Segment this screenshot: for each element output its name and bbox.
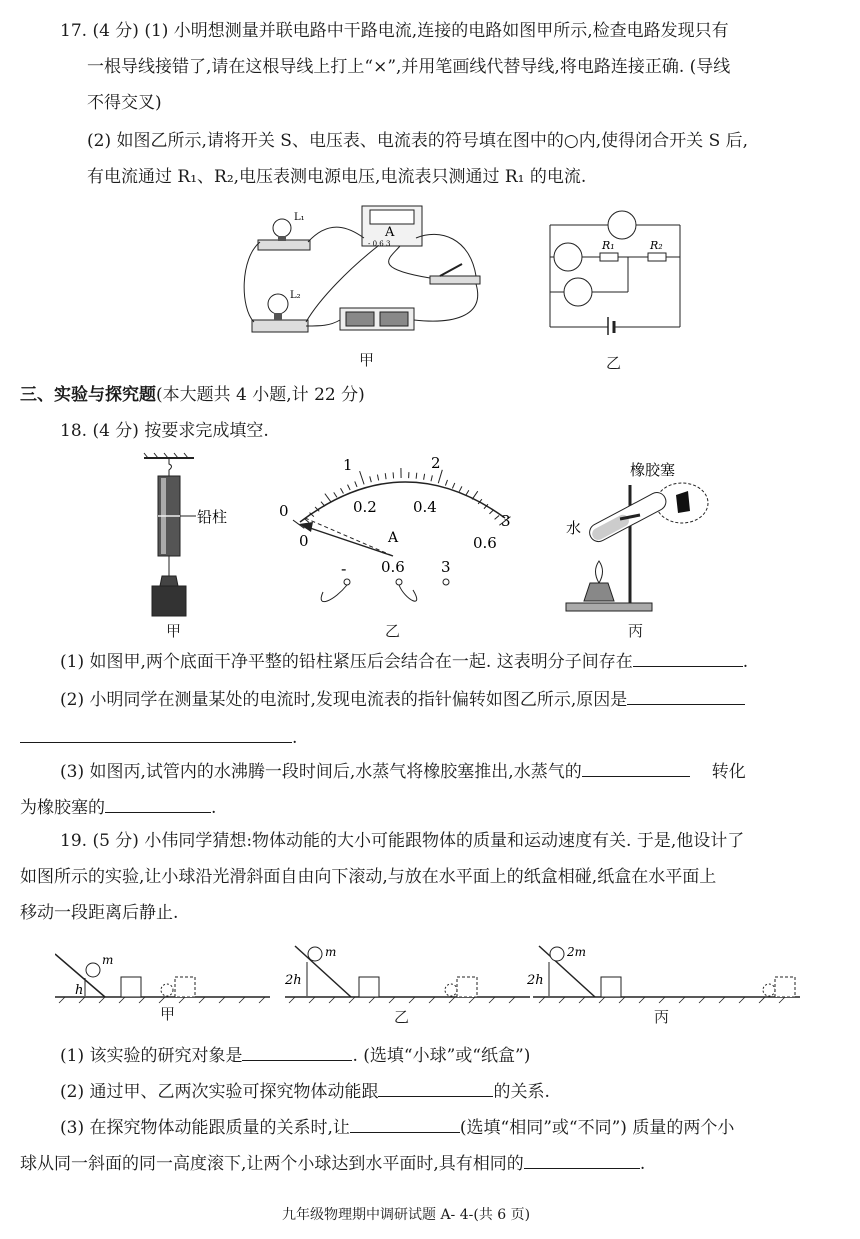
q19-p1a: (1) 该实验的研究对象是 xyxy=(60,1046,243,1066)
q19-p3-end: . xyxy=(639,1154,646,1174)
stopper-label: 橡胶塞 xyxy=(630,461,676,479)
ramp-c-height: 2h xyxy=(527,973,544,988)
meter-scale: - 0.6 3 xyxy=(368,240,391,248)
q17-caption-a: 甲 xyxy=(359,351,375,369)
q18-p3 xyxy=(60,758,746,785)
q18-caption-b: 乙 xyxy=(385,622,401,640)
q18-p1-end: . xyxy=(742,652,749,672)
ramp-a xyxy=(55,953,270,1003)
section-title: 三、实验与探究题 xyxy=(20,385,156,405)
section-note: (本大题共 4 小题,计 22 分) xyxy=(156,385,365,405)
dial-tick xyxy=(321,502,325,507)
water-label: 水 xyxy=(566,519,582,537)
page-footer: 九年级物理期中调研试题 A- 4-(共 6 页) xyxy=(282,1207,531,1223)
q19-p3b: (选填“相同”或“不同”) 质量的两个小 xyxy=(459,1118,735,1138)
ramp-b-height: 2h xyxy=(285,973,302,988)
q19-p2b: 的关系. xyxy=(493,1082,550,1102)
q19-caption-a: 甲 xyxy=(160,1005,176,1023)
dial-tick xyxy=(472,491,478,499)
q18-line1: 18. (4 分) 按要求完成填空. xyxy=(60,421,269,441)
dial-tick xyxy=(348,485,351,490)
meter-label: A xyxy=(385,225,395,240)
dial-tick xyxy=(355,481,357,487)
q19-p2 xyxy=(60,1078,550,1105)
dial-tick xyxy=(431,475,432,481)
scale-bottom-02: 0.2 xyxy=(353,498,377,516)
q18-blank-3a[interactable] xyxy=(582,758,690,777)
dial-tick xyxy=(445,480,447,486)
r1-label: R₁ xyxy=(602,239,615,252)
terminal-06: 0.6 xyxy=(381,558,405,576)
q18-blank-2b[interactable] xyxy=(20,724,292,743)
q17-figure-b-schematic xyxy=(540,205,690,335)
q18-caption-a: 甲 xyxy=(166,622,182,640)
q18-blank-1[interactable] xyxy=(633,648,743,667)
dial-tick xyxy=(325,494,331,502)
q18-p3-cont xyxy=(20,794,216,821)
ramp-c-mass: 2m xyxy=(567,945,587,959)
q17-line2: 一根导线接错了,请在这根导线上打上“×”,并用笔画线代替导线,将电路连接正确. (导线 xyxy=(87,57,731,77)
dial-tick xyxy=(385,473,386,479)
dial-tick xyxy=(452,483,454,488)
q19-p1 xyxy=(60,1042,530,1069)
q19-p3 xyxy=(60,1114,734,1141)
scale-bottom-04: 0.4 xyxy=(413,498,437,516)
dial-tick xyxy=(489,510,493,514)
dial-tick xyxy=(416,473,417,479)
q19-caption-c: 丙 xyxy=(654,1008,670,1026)
dial-tick xyxy=(466,490,469,495)
ramp-a-height: h xyxy=(75,983,84,998)
q19-p3-cont xyxy=(20,1150,645,1177)
ramp-c xyxy=(526,945,800,1003)
q19-line1: 19. (5 分) 小伟同学猜想:物体动能的大小可能跟物体的质量和运动速度有关. 于是,他设计了 xyxy=(60,831,745,851)
q19-blank-2[interactable] xyxy=(378,1078,493,1097)
q17-line4: (2) 如图乙所示,请将开关 S、电压表、电流表的符号填在图中的○内,使得闭合开关 S 后, xyxy=(87,131,749,151)
q18-p2-end: . xyxy=(292,728,298,748)
q18-figure-a-lead-cylinders xyxy=(140,452,250,622)
q17-figure-a-circuit xyxy=(240,198,500,343)
dial-tick xyxy=(495,515,500,519)
q18-p3-end: . xyxy=(211,798,217,818)
ramp-b xyxy=(284,945,530,1003)
l2-label: L₂ xyxy=(290,290,301,301)
ramp-b-mass: m xyxy=(325,945,337,959)
dial-tick xyxy=(360,471,364,484)
q19-p3c: 球从同一斜面的同一高度滚下,让两个小球达到水平面时,具有相同的 xyxy=(20,1154,524,1174)
terminal-negative: - xyxy=(341,559,347,578)
scale-top-1: 1 xyxy=(343,456,353,474)
section-heading xyxy=(20,382,365,408)
scale-top-2: 2 xyxy=(431,454,441,472)
q19-line2: 如图所示的实验,让小球沿光滑斜面自由向下滚动,与放在水平面上的纸盒相碰,纸盒在水平面上 xyxy=(20,867,717,887)
q19-p3a: (3) 在探究物体动能跟质量的关系时,让 xyxy=(60,1118,350,1138)
q18-figure-c-test-tube xyxy=(560,455,730,620)
q17-line3: 不得交叉) xyxy=(87,93,162,113)
q19-blank-3a[interactable] xyxy=(350,1114,460,1133)
q18-blank-2a[interactable] xyxy=(627,686,745,705)
q18-p1 xyxy=(60,648,748,675)
dial-tick xyxy=(334,492,337,497)
q18-p2-text: (2) 小明同学在测量某处的电流时,发现电流表的指针偏转如图乙所示,原因是 xyxy=(60,690,628,710)
q18-p2 xyxy=(60,686,745,713)
q18-p3a: (3) 如图丙,试管内的水沸腾一段时间后,水蒸气将橡胶塞推出,水蒸气的 xyxy=(60,762,582,782)
q18-blank-3b[interactable] xyxy=(105,794,211,813)
q17-line5: 有电流通过 R₁、R₂,电压表测电源电压,电流表只测通过 R₁ 的电流. xyxy=(87,167,587,187)
ramp-a-mass: m xyxy=(102,953,114,967)
q18-caption-c: 丙 xyxy=(628,622,644,640)
q19-caption-b: 乙 xyxy=(394,1008,410,1026)
dial-tick xyxy=(377,475,378,481)
q18-p1-text: (1) 如图甲,两个底面干净平整的铅柱紧压后会结合在一起. 这表明分子间存在 xyxy=(60,652,633,672)
q18-figure-b-ammeter xyxy=(275,450,535,620)
q19-p2a: (2) 通过甲、乙两次实验可探究物体动能跟 xyxy=(60,1082,379,1102)
q19-blank-3b[interactable] xyxy=(524,1150,640,1169)
q19-p1b: . (选填“小球”或“纸盒”) xyxy=(352,1046,531,1066)
terminal-3: 3 xyxy=(441,558,451,576)
q19-blank-1[interactable] xyxy=(242,1042,352,1061)
lead-label: 铅柱 xyxy=(197,508,228,526)
q18-p3c: 为橡胶塞的 xyxy=(20,798,105,818)
q17-caption-b: 乙 xyxy=(606,354,622,372)
r2-label: R₂ xyxy=(650,239,663,252)
ammeter-unit: A xyxy=(388,530,399,546)
scale-top-3: 3 xyxy=(501,512,511,530)
q18-p3b: 转化 xyxy=(711,762,746,782)
dial-tick xyxy=(459,486,462,491)
dial-tick xyxy=(370,476,372,482)
dial-tick xyxy=(424,474,425,480)
q18-p2-cont xyxy=(20,724,297,751)
scale-bottom-0: 0 xyxy=(299,532,309,550)
q19-line3: 移动一段距离后静止. xyxy=(20,903,179,923)
scale-top-0: 0 xyxy=(279,502,289,520)
q17-line1: 17. (4 分) (1) 小明想测量并联电路中干路电流,连接的电路如图甲所示,检查电路发现只有 xyxy=(60,21,729,41)
scale-bottom-06: 0.6 xyxy=(473,534,497,552)
dial-tick xyxy=(341,488,344,493)
l1-label: L₁ xyxy=(294,212,305,223)
